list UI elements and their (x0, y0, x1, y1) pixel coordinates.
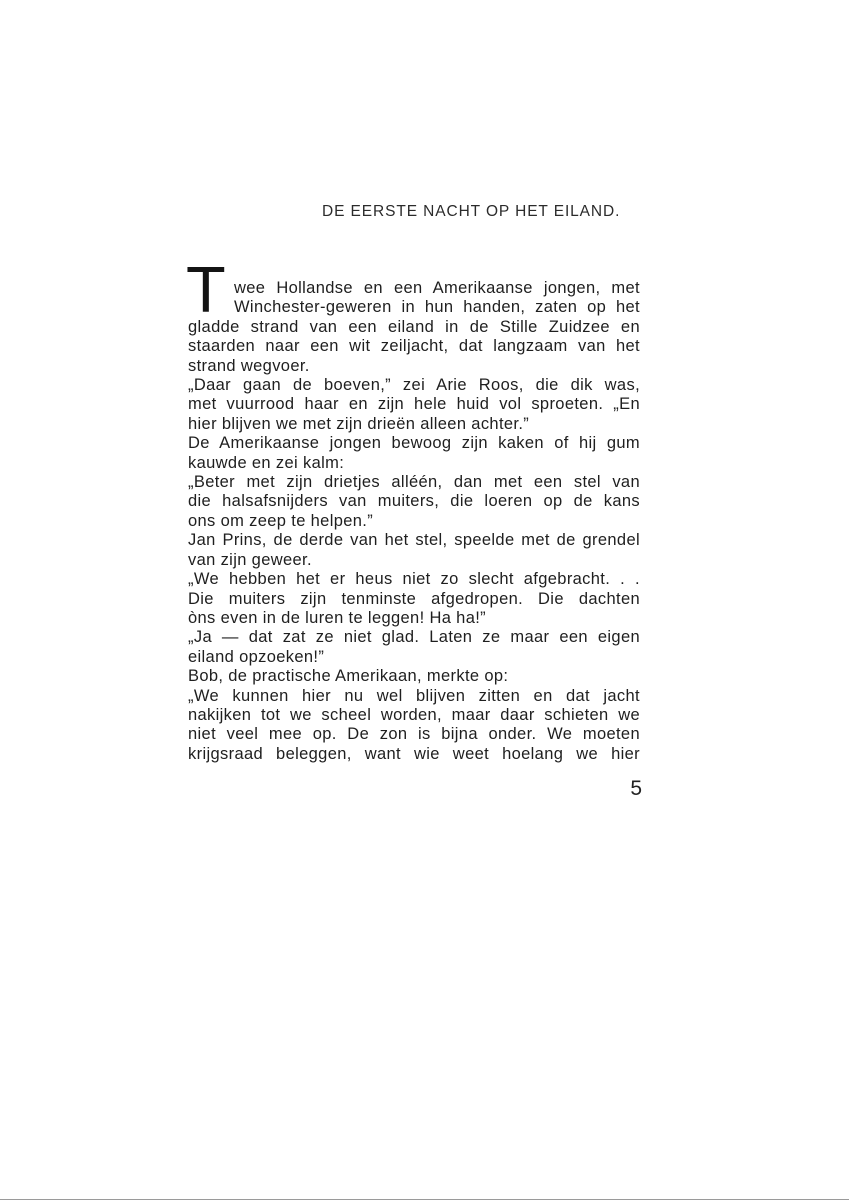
chapter-title: DE EERSTE NACHT OP HET EILAND. (322, 203, 621, 220)
text-line: „Daar gaan de boeven,” zei Arie Roos, die dik was, (188, 376, 640, 395)
text-line: Winchester-geweren in hun handen, zaten op het (234, 298, 640, 317)
text-line: hier blijven we met zijn drieën alleen achter.” (188, 414, 530, 433)
text-line: „Beter met zijn drietjes alléén, dan met een stel van (188, 473, 640, 492)
text-line: krijgsraad beleggen, want wie weet hoelang we hier (188, 744, 640, 763)
page-number: 5 (630, 777, 642, 800)
text-line: eiland opzoeken!” (188, 647, 325, 666)
text-line: „We kunnen hier nu wel blijven zitten en dat jacht (188, 686, 640, 705)
text-line: van zijn geweer. (188, 550, 312, 569)
text-line: Jan Prins, de derde van het stel, speelde met de grendel (188, 531, 640, 550)
text-line: „We hebben het er heus niet zo slecht afgebracht. . . (188, 570, 640, 589)
text-line: „Ja — dat zat ze niet glad. Laten ze maar een eigen (188, 628, 640, 647)
text-line: die halsafsnijders van muiters, die loeren op de kans (188, 492, 640, 511)
text-line: Bob, de practische Amerikaan, merkte op: (188, 667, 509, 686)
text-line: ons om zeep te helpen.” (188, 511, 374, 530)
dropcap-letter: T (186, 253, 227, 326)
text-line: strand wegvoer. (188, 356, 310, 375)
text-line: De Amerikaanse jongen bewoog zijn kaken of hij gum (188, 434, 640, 453)
text-line: Die muiters zijn tenminste afgedropen. Die dachten (188, 589, 640, 608)
text-lines (188, 279, 640, 764)
text-line: nakijken tot we scheel worden, maar daar schieten we (188, 705, 640, 724)
text-line: niet veel mee op. De zon is bijna onder. We moeten (188, 725, 640, 744)
text-line: gladde strand van een eiland in de Stille Zuidzee en (188, 317, 640, 336)
text-line: staarden naar een wit zeiljacht, dat langzaam van het (188, 337, 640, 356)
text-line: òns even in de luren te leggen! Ha ha!” (188, 608, 487, 627)
text-line: met vuurrood haar en zijn hele huid vol sproeten. „En (188, 395, 640, 414)
body-text (186, 253, 640, 764)
text-line: kauwde en zei kalm: (188, 453, 345, 472)
text-line: wee Hollandse en een Amerikaanse jongen, met (234, 279, 640, 297)
